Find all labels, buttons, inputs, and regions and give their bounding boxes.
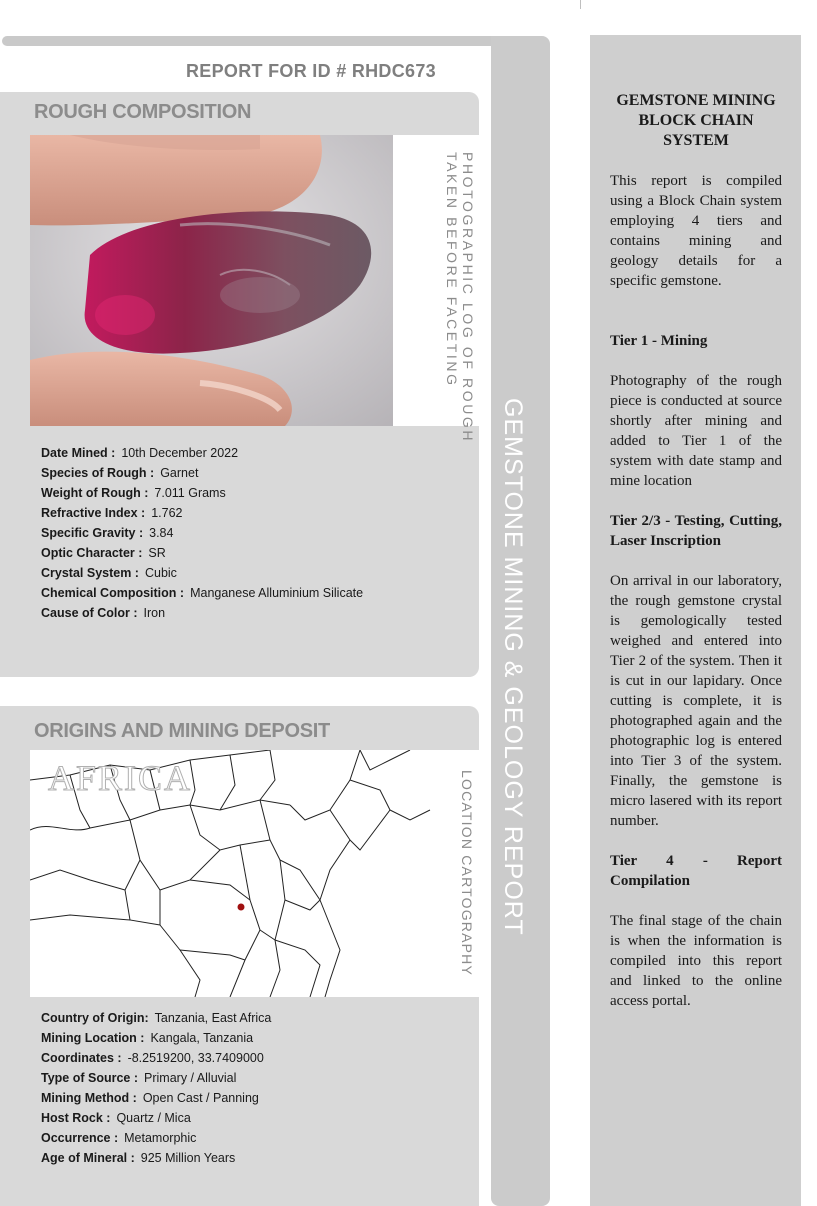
spec-value: Primary / Alluvial <box>144 1071 237 1085</box>
spec-label: Weight of Rough : <box>41 486 149 500</box>
spec-label: Mining Method : <box>41 1091 137 1105</box>
spec-value: Open Cast / Panning <box>142 1091 259 1105</box>
map-label: AFRICA <box>48 758 193 798</box>
spec-row <box>41 1008 271 1028</box>
spec-label: Date Mined : <box>41 446 116 460</box>
spec-label: Type of Source : <box>41 1071 139 1085</box>
spec-value: 7.011 Grams <box>154 486 226 500</box>
spec-value: SR <box>148 546 166 560</box>
spec-row <box>41 1088 271 1108</box>
spec-label: Host Rock : <box>41 1111 111 1125</box>
header-bar <box>2 36 542 46</box>
spec-row <box>41 1128 271 1148</box>
tier23-text: On arrival in our laboratory, the rough gemstone crystal is gemologically tested weighed and entered into Tier 2 of the system. Then it is cut in our lapidary. Once cutting is complete, it is photographed again and the photographic log is entered into Tier 3 of the system. Finally, the gemstone is micro lasered with its report number. <box>610 573 782 829</box>
vertical-banner-text: GEMSTONE MINING & GEOLOGY REPORT <box>499 398 527 936</box>
spec-value: Quartz / Mica <box>116 1111 191 1125</box>
rough-photo-frame <box>30 135 479 426</box>
spec-value: Kangala, Tanzania <box>150 1031 254 1045</box>
spec-value: -8.2519200, 33.7409000 <box>127 1051 264 1065</box>
spec-value: Garnet <box>160 466 199 480</box>
top-divider-tick <box>580 0 581 9</box>
spec-label: Country of Origin: <box>41 1011 149 1025</box>
spec-row <box>41 523 363 543</box>
photo-caption-line-2: TAKEN BEFORE FACETING <box>444 152 460 388</box>
rough-gemstone-photo <box>30 135 393 426</box>
spec-row <box>41 503 363 523</box>
tier23-heading: Tier 2/3 - Testing, Cutting, Laser Inscription <box>610 513 782 549</box>
spec-value: Iron <box>143 606 166 620</box>
spec-row <box>41 443 363 463</box>
spec-value: Tanzania, East Africa <box>154 1011 272 1025</box>
origin-specs-list <box>41 1008 271 1168</box>
tier4-heading: Tier 4 - Report Compilation <box>610 853 782 889</box>
spec-value: 925 Million Years <box>140 1151 236 1165</box>
rough-specs-list <box>41 443 363 623</box>
spec-row <box>41 463 363 483</box>
photo-caption <box>444 152 476 443</box>
spec-label: Optic Character : <box>41 546 143 560</box>
spec-label: Crystal System : <box>41 566 139 580</box>
spec-value: 3.84 <box>149 526 174 540</box>
rough-composition-title: ROUGH COMPOSITION <box>34 101 252 123</box>
spec-row <box>41 483 363 503</box>
spec-label: Specific Gravity : <box>41 526 144 540</box>
spec-value: Manganese Alluminium Silicate <box>190 586 364 600</box>
spec-value: 1.762 <box>151 506 183 520</box>
spec-value: Metamorphic <box>124 1131 197 1145</box>
mine-location-marker <box>238 904 245 911</box>
sidebar-title: GEMSTONE MINING BLOCK CHAIN SYSTEM <box>616 92 776 149</box>
spec-label: Mining Location : <box>41 1031 145 1045</box>
spec-label: Cause of Color : <box>41 606 138 620</box>
spec-row <box>41 603 363 623</box>
africa-map <box>30 750 479 997</box>
spec-row <box>41 583 363 603</box>
tier1-heading: Tier 1 - Mining <box>610 333 708 349</box>
sidebar-content <box>610 91 782 1011</box>
sidebar-intro: This report is compiled using a Block Chain system employing 4 tiers and contains mining and geology details for a specific gemstone. <box>610 173 782 289</box>
vertical-banner <box>491 36 550 1206</box>
spec-row <box>41 543 363 563</box>
spec-row <box>41 1108 271 1128</box>
spec-row <box>41 1048 271 1068</box>
spec-label: Chemical Composition : <box>41 586 185 600</box>
spec-value: 10th December 2022 <box>121 446 239 460</box>
spec-label: Age of Mineral : <box>41 1151 135 1165</box>
report-id: REPORT FOR ID # RHDC673 <box>186 61 436 81</box>
tier4-text: The final stage of the chain is when the information is compiled into this report and linked to the online access portal. <box>610 913 782 1009</box>
map-caption: LOCATION CARTOGRAPHY <box>459 770 475 977</box>
tier1-text: Photography of the rough piece is conducted at source shortly after mining and added to Tier 1 of the system with date stamp and mine location <box>610 373 782 489</box>
spec-value: Cubic <box>144 566 177 580</box>
spec-row <box>41 1068 271 1088</box>
spec-label: Refractive Index : <box>41 506 146 520</box>
photo-caption-line-1: PHOTOGRAPHIC LOG OF ROUGH <box>460 152 476 444</box>
origins-title: ORIGINS AND MINING DEPOSIT <box>34 720 330 742</box>
spec-label: Coordinates : <box>41 1051 122 1065</box>
spec-label: Occurrence : <box>41 1131 119 1145</box>
spec-row <box>41 1028 271 1048</box>
spec-row <box>41 1148 271 1168</box>
spec-label: Species of Rough : <box>41 466 155 480</box>
spec-row <box>41 563 363 583</box>
blockchain-sidebar <box>590 35 801 1206</box>
